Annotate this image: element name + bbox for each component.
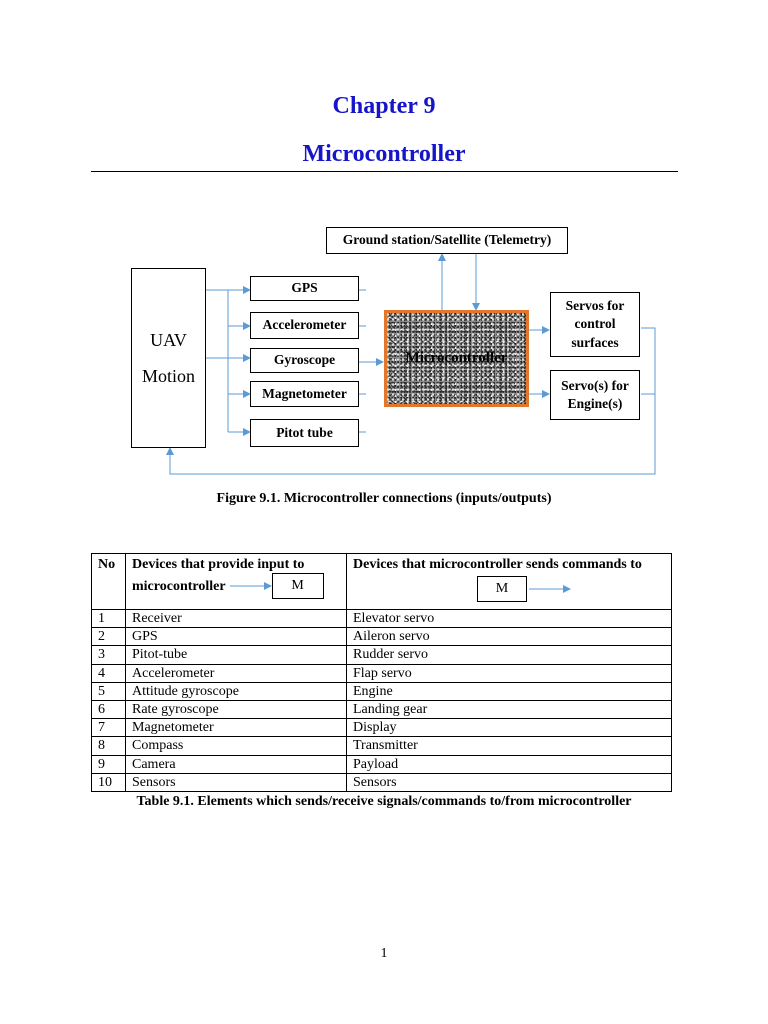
- row-input: Sensors: [126, 773, 347, 791]
- row-no: 5: [92, 682, 126, 700]
- table-row: [92, 628, 672, 646]
- row-output: Landing gear: [347, 701, 672, 719]
- row-input: Attitude gyroscope: [126, 682, 347, 700]
- table-row: [92, 646, 672, 664]
- chapter-heading: Chapter 9: [332, 93, 436, 119]
- uav-label: UAV: [150, 330, 187, 350]
- row-output: Aileron servo: [347, 628, 672, 646]
- row-input: Accelerometer: [126, 664, 347, 682]
- header-output-text: Devices that microcontroller sends commands to: [353, 557, 642, 572]
- row-input: Compass: [126, 737, 347, 755]
- servo-engine-box: Servo(s) for Engine(s): [550, 370, 640, 420]
- input-arrow-icon: [230, 581, 272, 591]
- magnetometer-box: Magnetometer: [250, 381, 359, 407]
- devices-table: [91, 553, 672, 792]
- row-input: GPS: [126, 628, 347, 646]
- row-input: Pitot-tube: [126, 646, 347, 664]
- row-input: Magnetometer: [126, 719, 347, 737]
- row-no: 1: [92, 610, 126, 628]
- page-title: Microcontroller: [302, 141, 466, 167]
- row-output: Flap servo: [347, 664, 672, 682]
- page-number: 1: [380, 946, 388, 961]
- header-input-line1: Devices that provide input to: [132, 557, 305, 572]
- header-input-line2: microcontroller: [132, 578, 226, 594]
- table-row: [92, 610, 672, 628]
- row-output: Display: [347, 719, 672, 737]
- title-divider: [91, 171, 678, 172]
- row-no: 2: [92, 628, 126, 646]
- table-caption: Table 9.1. Elements which sends/receive signals/commands to/from microcontroller: [136, 794, 632, 809]
- table-row: [92, 773, 672, 791]
- row-no: 4: [92, 664, 126, 682]
- header-input: [126, 554, 347, 610]
- accelerometer-box: Accelerometer: [250, 312, 359, 339]
- telemetry-box: Ground station/Satellite (Telemetry): [326, 227, 568, 254]
- table-row: [92, 701, 672, 719]
- row-input: Receiver: [126, 610, 347, 628]
- figure-caption: Figure 9.1. Microcontroller connections (inputs/outputs): [216, 491, 552, 506]
- row-input: Camera: [126, 755, 347, 773]
- m-box-input: M: [272, 573, 324, 599]
- row-no: 7: [92, 719, 126, 737]
- table-row: [92, 719, 672, 737]
- row-no: 6: [92, 701, 126, 719]
- table-row: [92, 664, 672, 682]
- uav-sensor-bus: [205, 290, 228, 432]
- table-row: [92, 682, 672, 700]
- row-output: Transmitter: [347, 737, 672, 755]
- header-output: [347, 554, 672, 610]
- gyroscope-box: Gyroscope: [250, 348, 359, 373]
- pitot-tube-box: Pitot tube: [250, 419, 359, 447]
- row-output: Sensors: [347, 773, 672, 791]
- table-header-row: [92, 554, 672, 610]
- row-no: 3: [92, 646, 126, 664]
- gps-box: GPS: [250, 276, 359, 301]
- output-arrow-icon: [529, 584, 571, 594]
- microcontroller-box: Microcontroller: [384, 310, 529, 407]
- row-no: 8: [92, 737, 126, 755]
- row-no: 10: [92, 773, 126, 791]
- row-output: Engine: [347, 682, 672, 700]
- row-output: Payload: [347, 755, 672, 773]
- uav-motion-box: [131, 268, 206, 448]
- header-no: No: [92, 554, 126, 610]
- row-input: Rate gyroscope: [126, 701, 347, 719]
- table-row: [92, 737, 672, 755]
- row-output: Elevator servo: [347, 610, 672, 628]
- table-row: [92, 755, 672, 773]
- row-output: Rudder servo: [347, 646, 672, 664]
- servos-control-surfaces-box: Servos for control surfaces: [550, 292, 640, 357]
- motion-label: Motion: [141, 366, 195, 386]
- m-box-output: M: [477, 576, 527, 602]
- row-no: 9: [92, 755, 126, 773]
